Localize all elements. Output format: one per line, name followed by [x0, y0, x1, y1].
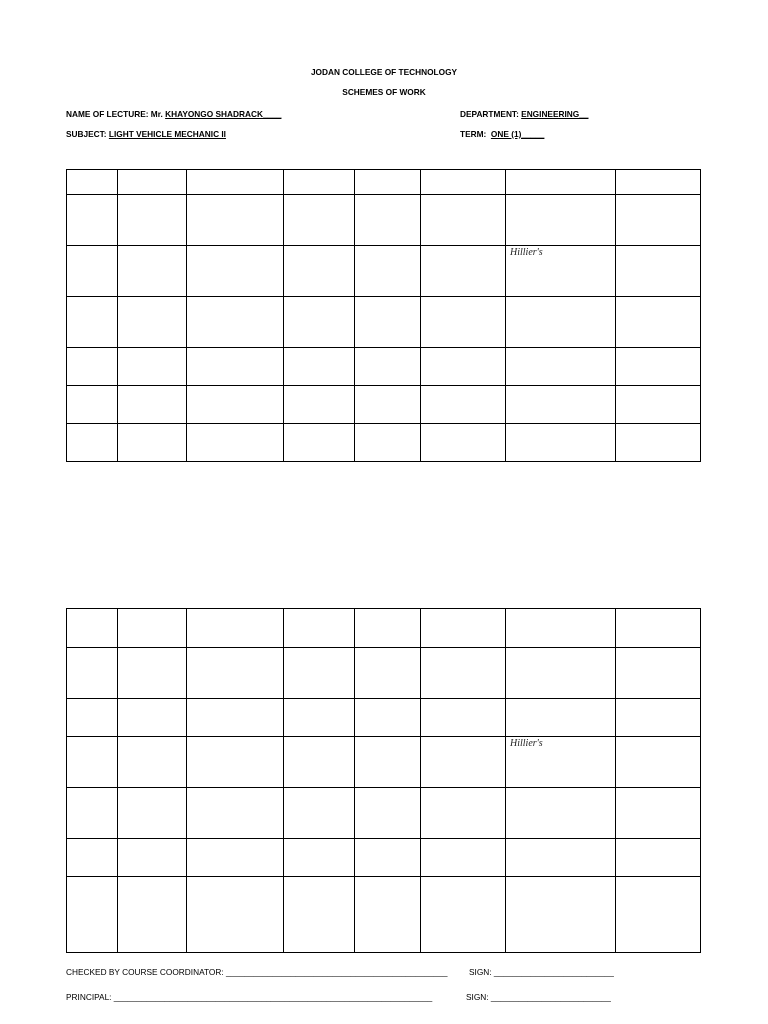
table-cell[interactable]: [421, 297, 506, 348]
table-cell[interactable]: [355, 737, 421, 788]
table-cell[interactable]: [355, 348, 421, 386]
table-cell[interactable]: [284, 737, 355, 788]
table-cell[interactable]: [187, 170, 284, 195]
table-cell[interactable]: [118, 348, 187, 386]
table-cell[interactable]: [506, 788, 616, 839]
table-cell[interactable]: [355, 699, 421, 737]
department-label: DEPARTMENT:: [460, 109, 519, 119]
table-cell[interactable]: [506, 839, 616, 877]
checked-sign-line: SIGN: __________________________: [469, 967, 614, 977]
table-cell[interactable]: [118, 246, 187, 297]
table-cell[interactable]: [355, 195, 421, 246]
table-cell[interactable]: [118, 170, 187, 195]
table-cell[interactable]: [355, 839, 421, 877]
table-cell[interactable]: [118, 195, 187, 246]
table-cell[interactable]: [616, 648, 701, 699]
table-cell[interactable]: [118, 648, 187, 699]
table-cell[interactable]: [616, 348, 701, 386]
table-cell[interactable]: [506, 195, 616, 246]
table-cell[interactable]: [118, 737, 187, 788]
table-cell[interactable]: [187, 788, 284, 839]
table-cell[interactable]: [67, 386, 118, 424]
table-cell[interactable]: [421, 424, 506, 462]
table-cell[interactable]: [187, 609, 284, 648]
table-cell[interactable]: [284, 170, 355, 195]
table-cell[interactable]: [421, 699, 506, 737]
table-cell[interactable]: [506, 424, 616, 462]
table-cell[interactable]: [118, 424, 187, 462]
table-cell[interactable]: [284, 297, 355, 348]
table-cell[interactable]: [421, 246, 506, 297]
table-cell[interactable]: [67, 877, 118, 953]
table-cell[interactable]: [506, 737, 616, 788]
table-cell[interactable]: [506, 348, 616, 386]
table-cell[interactable]: [355, 170, 421, 195]
subject-value: LIGHT VEHICLE MECHANIC II: [108, 129, 226, 139]
table-cell[interactable]: [616, 877, 701, 953]
table-cell[interactable]: [355, 246, 421, 297]
table-cell[interactable]: [67, 609, 118, 648]
college-title: JODAN COLLEGE OF TECHNOLOGY: [310, 67, 458, 77]
reference-note: Hillier's: [510, 738, 543, 749]
table-cell[interactable]: [355, 788, 421, 839]
table-cell[interactable]: [284, 386, 355, 424]
subject-label: SUBJECT:: [66, 129, 107, 139]
table-cell[interactable]: [118, 386, 187, 424]
table-cell[interactable]: [118, 877, 187, 953]
term-label: TERM:: [460, 129, 487, 139]
reference-note: Hillier's: [510, 247, 543, 258]
table-cell[interactable]: [355, 297, 421, 348]
table-cell[interactable]: [421, 839, 506, 877]
principal-line: PRINCIPAL: _____________________________________________________________________: [66, 992, 433, 1002]
table-cell[interactable]: [284, 839, 355, 877]
table-cell[interactable]: [67, 297, 118, 348]
table-cell[interactable]: [616, 788, 701, 839]
table-cell[interactable]: [506, 170, 616, 195]
table-cell[interactable]: [284, 788, 355, 839]
table-cell[interactable]: [67, 788, 118, 839]
table-cell[interactable]: [187, 737, 284, 788]
department-line: [460, 109, 588, 119]
scheme-table-1: [66, 169, 701, 462]
table-cell[interactable]: [67, 170, 118, 195]
table-cell[interactable]: [355, 609, 421, 648]
table-cell[interactable]: [506, 648, 616, 699]
table-cell[interactable]: [616, 699, 701, 737]
table-cell[interactable]: [118, 839, 187, 877]
table-cell[interactable]: [421, 788, 506, 839]
table-cell[interactable]: [284, 609, 355, 648]
table-cell[interactable]: [421, 348, 506, 386]
table-cell[interactable]: [118, 699, 187, 737]
lecture-label: NAME OF LECTURE: Mr.: [66, 109, 163, 119]
table-cell[interactable]: [67, 424, 118, 462]
table-cell[interactable]: [284, 424, 355, 462]
table-cell[interactable]: [616, 737, 701, 788]
table-cell[interactable]: [187, 699, 284, 737]
table-cell[interactable]: [187, 246, 284, 297]
table-cell[interactable]: [506, 297, 616, 348]
table-cell[interactable]: [421, 386, 506, 424]
table-cell[interactable]: [67, 348, 118, 386]
table-cell[interactable]: [421, 648, 506, 699]
table-cell[interactable]: [187, 386, 284, 424]
table-cell[interactable]: [616, 839, 701, 877]
checked-by-line: CHECKED BY COURSE COORDINATOR: ________________________________________________: [66, 967, 448, 977]
table-cell[interactable]: [67, 699, 118, 737]
table-cell[interactable]: [616, 246, 701, 297]
table-cell[interactable]: [67, 839, 118, 877]
table-cell[interactable]: [616, 386, 701, 424]
lecture-line: [66, 109, 281, 119]
table-cell[interactable]: [421, 609, 506, 648]
table-cell[interactable]: [284, 648, 355, 699]
table-cell[interactable]: [506, 877, 616, 953]
table-cell[interactable]: [616, 609, 701, 648]
table-cell[interactable]: [187, 195, 284, 246]
table-cell[interactable]: [421, 877, 506, 953]
table-cell[interactable]: [187, 348, 284, 386]
term-line: [460, 129, 544, 139]
table-cell[interactable]: [506, 246, 616, 297]
doc-title: SCHEMES OF WORK: [342, 87, 426, 97]
table-cell[interactable]: [421, 170, 506, 195]
table-cell[interactable]: [355, 386, 421, 424]
table-cell[interactable]: [67, 246, 118, 297]
table-cell[interactable]: [616, 424, 701, 462]
table-cell[interactable]: [118, 297, 187, 348]
table-cell[interactable]: [506, 699, 616, 737]
table-cell[interactable]: [67, 195, 118, 246]
table-cell[interactable]: [284, 195, 355, 246]
table-cell[interactable]: [118, 609, 187, 648]
table-cell[interactable]: [616, 170, 701, 195]
table-cell[interactable]: [284, 348, 355, 386]
table-cell[interactable]: [506, 386, 616, 424]
principal-sign-line: SIGN: __________________________: [466, 992, 611, 1002]
table-cell[interactable]: [187, 877, 284, 953]
table-cell[interactable]: [421, 737, 506, 788]
scheme-table-2: [66, 608, 701, 953]
table-cell[interactable]: [187, 839, 284, 877]
department-value: ENGINEERING__: [521, 109, 589, 119]
table-cell[interactable]: [187, 297, 284, 348]
table-cell[interactable]: [284, 246, 355, 297]
table-cell[interactable]: [506, 609, 616, 648]
table-cell[interactable]: [616, 195, 701, 246]
table-cell[interactable]: [355, 877, 421, 953]
table-cell[interactable]: [355, 424, 421, 462]
term-value: ONE (1)_____: [490, 129, 545, 139]
table-cell[interactable]: [67, 648, 118, 699]
table-cell[interactable]: [421, 195, 506, 246]
table-cell[interactable]: [616, 297, 701, 348]
lecture-value: KHAYONGO SHADRACK____: [165, 109, 282, 119]
table-cell[interactable]: [355, 648, 421, 699]
table-cell[interactable]: [118, 788, 187, 839]
table-cell[interactable]: [187, 424, 284, 462]
table-cell[interactable]: [284, 877, 355, 953]
table-cell[interactable]: [67, 737, 118, 788]
table-cell[interactable]: [284, 699, 355, 737]
subject-line: [66, 129, 226, 139]
table-cell[interactable]: [187, 648, 284, 699]
